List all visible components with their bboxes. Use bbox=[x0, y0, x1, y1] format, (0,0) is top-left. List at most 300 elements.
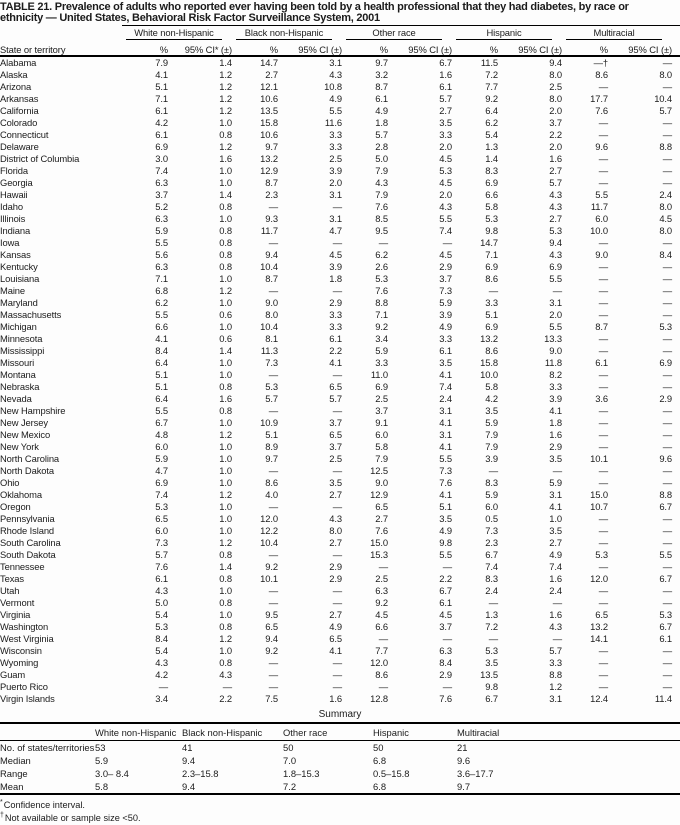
percent-value: — bbox=[598, 345, 609, 356]
percent-value: 6.1 bbox=[155, 573, 168, 584]
ci-value: 8.4 bbox=[439, 657, 453, 668]
row-spacer bbox=[672, 453, 680, 465]
percent-value: 7.6 bbox=[595, 105, 609, 116]
table-row bbox=[0, 225, 680, 237]
percent-value: — bbox=[598, 537, 609, 548]
percent-value: 9.7 bbox=[265, 453, 278, 464]
ci-value: — bbox=[552, 633, 563, 644]
ci-value: 1.0 bbox=[219, 513, 232, 524]
percent-value: 6.1 bbox=[375, 93, 389, 104]
percent-value: 5.9 bbox=[485, 417, 499, 428]
state-name: Tennessee bbox=[0, 561, 45, 572]
percent-value: 9.0 bbox=[595, 249, 609, 260]
ci-value: 7.6 bbox=[439, 477, 453, 488]
ci-value: 1.0 bbox=[219, 465, 232, 476]
percent-value: 6.2 bbox=[375, 249, 389, 260]
percent-value: — bbox=[598, 285, 609, 296]
ci-value: 1.0 bbox=[219, 525, 232, 536]
summary-table bbox=[0, 722, 680, 795]
ci-value: 3.7 bbox=[329, 441, 343, 452]
ci-value: 2.9 bbox=[329, 561, 343, 572]
percent-value: 6.4 bbox=[155, 393, 168, 404]
state-column-header: State or territory bbox=[0, 26, 122, 57]
percent-value: — bbox=[598, 165, 609, 176]
ci-header: 95% CI (±) bbox=[388, 40, 452, 56]
ci-value: 2.4 bbox=[439, 393, 453, 404]
summary-row-label: Mean bbox=[0, 781, 24, 792]
row-spacer bbox=[672, 177, 680, 189]
table-row bbox=[0, 441, 680, 453]
state-name: Oklahoma bbox=[0, 489, 42, 500]
table-row bbox=[0, 189, 680, 201]
row-spacer bbox=[672, 129, 680, 141]
percent-value: 5.3 bbox=[155, 621, 168, 632]
percent-value: 6.0 bbox=[155, 441, 168, 452]
percent-header: % bbox=[452, 40, 498, 56]
ci-value: 2.7 bbox=[439, 105, 453, 116]
ci-value: 4.1 bbox=[439, 441, 453, 452]
ci-value: 0.8 bbox=[219, 597, 232, 608]
ci-value: 6.7 bbox=[439, 57, 453, 68]
percent-value: — bbox=[598, 237, 609, 248]
ci-value: 6.7 bbox=[659, 573, 673, 584]
ci-value: 0.8 bbox=[219, 237, 232, 248]
ci-value: — bbox=[662, 297, 673, 308]
ci-value: 7.3 bbox=[439, 465, 453, 476]
row-spacer bbox=[672, 261, 680, 273]
ci-value: 3.5 bbox=[549, 525, 563, 536]
summary-value: 5.8 bbox=[95, 781, 109, 792]
percent-value: 6.5 bbox=[155, 513, 168, 524]
ci-value: 10.4 bbox=[654, 93, 673, 104]
row-spacer bbox=[672, 333, 680, 345]
percent-value: 7.9 bbox=[485, 429, 499, 440]
ci-value: 2.5 bbox=[329, 453, 343, 464]
ci-value: — bbox=[552, 465, 563, 476]
table-row bbox=[0, 381, 680, 393]
diabetes-prevalence-table bbox=[0, 25, 680, 705]
ci-value: — bbox=[442, 561, 453, 572]
ci-value: 2.2 bbox=[219, 693, 232, 704]
ci-value: 7.4 bbox=[549, 561, 563, 572]
state-name: Mississippi bbox=[0, 345, 45, 356]
percent-value: 6.7 bbox=[155, 417, 168, 428]
ci-value: 5.5 bbox=[439, 213, 453, 224]
percent-value: 5.9 bbox=[155, 225, 168, 236]
percent-value: 5.9 bbox=[485, 489, 499, 500]
percent-value: — bbox=[598, 597, 609, 608]
ci-value: 1.6 bbox=[219, 393, 232, 404]
summary-value: 50 bbox=[283, 742, 294, 753]
row-spacer bbox=[672, 681, 680, 693]
state-name: Wisconsin bbox=[0, 645, 42, 656]
ci-value: 9.4 bbox=[549, 237, 563, 248]
percent-value: — bbox=[268, 237, 278, 248]
percent-value: 7.1 bbox=[155, 273, 168, 284]
percent-value: 8.7 bbox=[265, 177, 278, 188]
ci-value: 4.9 bbox=[439, 525, 453, 536]
percent-value: 5.8 bbox=[485, 381, 499, 392]
state-name: Alabama bbox=[0, 57, 37, 68]
ci-value: 1.0 bbox=[219, 321, 232, 332]
ci-value: 1.6 bbox=[549, 573, 563, 584]
ci-value: — bbox=[332, 201, 343, 212]
ci-value: 1.0 bbox=[219, 585, 232, 596]
percent-value: 10.7 bbox=[590, 501, 609, 512]
ci-value: 1.4 bbox=[219, 561, 232, 572]
row-spacer bbox=[672, 165, 680, 177]
percent-value: 7.1 bbox=[375, 309, 389, 320]
percent-value: 5.3 bbox=[155, 501, 168, 512]
summary-row bbox=[0, 767, 680, 780]
table-row bbox=[0, 333, 680, 345]
ci-value: 1.0 bbox=[219, 213, 232, 224]
table-title-line1: TABLE 21. Prevalence of adults who reported ever having been told by a health professional that they had diabetes, by race or bbox=[0, 1, 629, 13]
percent-value: 7.9 bbox=[375, 453, 389, 464]
percent-value: 5.5 bbox=[595, 189, 609, 200]
percent-value: 6.3 bbox=[155, 177, 168, 188]
ci-value: — bbox=[662, 237, 673, 248]
state-name: Maryland bbox=[0, 297, 38, 308]
ci-value: 4.7 bbox=[329, 225, 343, 236]
row-spacer bbox=[672, 369, 680, 381]
percent-value: 9.2 bbox=[375, 321, 389, 332]
ci-value: — bbox=[662, 153, 673, 164]
ci-value: 2.7 bbox=[329, 489, 343, 500]
ci-value: 0.6 bbox=[219, 309, 232, 320]
percent-value: 12.0 bbox=[370, 657, 389, 668]
percent-value: 4.2 bbox=[155, 669, 168, 680]
summary-value: 6.8 bbox=[373, 755, 387, 766]
ci-value: 2.7 bbox=[549, 165, 563, 176]
ci-header: 95% CI (±) bbox=[278, 40, 342, 56]
percent-value: 9.1 bbox=[375, 417, 389, 428]
table-row bbox=[0, 609, 680, 621]
percent-value: 8.7 bbox=[375, 81, 389, 92]
ci-value: 1.2 bbox=[219, 285, 232, 296]
ci-value: 0.8 bbox=[219, 261, 232, 272]
ci-value: — bbox=[442, 633, 453, 644]
percent-value: 9.4 bbox=[265, 249, 278, 260]
ci-value: 7.6 bbox=[439, 693, 453, 704]
ci-value: 3.3 bbox=[439, 129, 453, 140]
ci-value: 6.1 bbox=[659, 633, 673, 644]
ci-value: 1.6 bbox=[549, 609, 563, 620]
ci-value: 1.4 bbox=[219, 57, 232, 68]
ci-value: 6.5 bbox=[329, 633, 343, 644]
table-row bbox=[0, 561, 680, 573]
percent-value: 6.0 bbox=[485, 501, 499, 512]
ci-value: 7.3 bbox=[439, 285, 453, 296]
ci-value: 5.5 bbox=[549, 321, 563, 332]
ci-value: 3.9 bbox=[439, 309, 453, 320]
state-name: Nebraska bbox=[0, 381, 40, 392]
ci-value: — bbox=[332, 585, 343, 596]
table-row bbox=[0, 297, 680, 309]
ci-value: — bbox=[662, 525, 673, 536]
state-name: New Hampshire bbox=[0, 405, 66, 416]
state-name: Georgia bbox=[0, 177, 33, 188]
percent-value: 15.8 bbox=[260, 117, 278, 128]
percent-value: 15.0 bbox=[590, 489, 609, 500]
state-name: New York bbox=[0, 441, 39, 452]
ci-value: 1.0 bbox=[219, 501, 232, 512]
row-spacer bbox=[672, 657, 680, 669]
state-name: North Dakota bbox=[0, 465, 55, 476]
table-row bbox=[0, 129, 680, 141]
table-row bbox=[0, 465, 680, 477]
ci-value: — bbox=[662, 645, 673, 656]
group-header-other-race: Other race bbox=[342, 26, 452, 41]
ci-value: 1.2 bbox=[219, 105, 232, 116]
percent-value: — bbox=[598, 261, 609, 272]
percent-value: 2.3 bbox=[485, 537, 499, 548]
percent-value: 2.8 bbox=[375, 141, 389, 152]
percent-value: 5.4 bbox=[485, 129, 499, 140]
percent-value: 3.9 bbox=[485, 453, 499, 464]
percent-header: % bbox=[562, 40, 608, 56]
ci-value: 3.3 bbox=[329, 321, 343, 332]
percent-value: 4.7 bbox=[155, 465, 168, 476]
table-row bbox=[0, 249, 680, 261]
ci-value: 3.1 bbox=[329, 213, 343, 224]
percent-value: 8.6 bbox=[485, 273, 499, 284]
ci-value: — bbox=[332, 405, 343, 416]
ci-value: 1.0 bbox=[219, 369, 232, 380]
ci-value: 3.5 bbox=[439, 513, 453, 524]
ci-value: — bbox=[442, 237, 453, 248]
state-name: Colorado bbox=[0, 117, 38, 128]
percent-value: — bbox=[598, 309, 609, 320]
table-row bbox=[0, 621, 680, 633]
table-row bbox=[0, 453, 680, 465]
ci-value: 1.0 bbox=[219, 453, 232, 464]
table-row bbox=[0, 537, 680, 549]
ci-value: 3.5 bbox=[329, 477, 343, 488]
percent-value: 5.1 bbox=[155, 381, 168, 392]
ci-value: 4.9 bbox=[329, 93, 343, 104]
ci-value: 13.3 bbox=[544, 333, 563, 344]
state-name: Massachusetts bbox=[0, 309, 62, 320]
summary-heading: Summary bbox=[318, 709, 362, 720]
ci-value: 6.3 bbox=[439, 645, 453, 656]
ci-value: 3.7 bbox=[439, 621, 453, 632]
percent-value: 5.1 bbox=[155, 369, 168, 380]
percent-value: — bbox=[378, 237, 389, 248]
percent-value: 6.6 bbox=[485, 189, 499, 200]
percent-value: — bbox=[598, 417, 609, 428]
percent-value: 5.7 bbox=[265, 393, 278, 404]
ci-value: 5.3 bbox=[659, 609, 673, 620]
percent-value: 8.8 bbox=[375, 297, 389, 308]
percent-value: 12.5 bbox=[370, 465, 389, 476]
state-name: Iowa bbox=[0, 237, 20, 248]
percent-value: 15.3 bbox=[370, 549, 389, 560]
ci-value: 1.0 bbox=[219, 417, 232, 428]
percent-value: — bbox=[268, 369, 278, 380]
ci-value: 1.2 bbox=[219, 93, 232, 104]
ci-value: 6.9 bbox=[549, 261, 563, 272]
row-spacer bbox=[672, 561, 680, 573]
ci-value: 8.0 bbox=[659, 69, 673, 80]
ci-value: — bbox=[332, 597, 343, 608]
table-row bbox=[0, 177, 680, 189]
ci-value: 2.7 bbox=[329, 537, 343, 548]
ci-value: 1.0 bbox=[219, 609, 232, 620]
table-row bbox=[0, 393, 680, 405]
percent-value: 8.3 bbox=[485, 165, 499, 176]
ci-value: 2.0 bbox=[329, 177, 343, 188]
percent-value: 7.6 bbox=[375, 285, 389, 296]
ci-value: 8.0 bbox=[659, 201, 673, 212]
ci-value: 4.1 bbox=[549, 501, 563, 512]
state-name: Michigan bbox=[0, 321, 37, 332]
percent-value: 4.3 bbox=[155, 657, 168, 668]
ci-value: — bbox=[662, 165, 673, 176]
percent-value: 9.8 bbox=[485, 681, 499, 692]
ci-value: 8.2 bbox=[549, 369, 563, 380]
summary-value: 0.5–15.8 bbox=[373, 768, 410, 779]
ci-value: 2.0 bbox=[549, 309, 563, 320]
ci-value: 5.3 bbox=[659, 321, 673, 332]
summary-header-row bbox=[0, 723, 680, 741]
percent-value: 5.4 bbox=[155, 645, 168, 656]
percent-value: 10.4 bbox=[260, 261, 278, 272]
percent-value: — bbox=[268, 465, 278, 476]
percent-value: 7.9 bbox=[375, 189, 389, 200]
ci-value: 0.8 bbox=[219, 249, 232, 260]
ci-value: 2.9 bbox=[329, 573, 343, 584]
ci-value: — bbox=[662, 561, 673, 572]
row-spacer bbox=[672, 81, 680, 93]
ci-value: 8.8 bbox=[549, 669, 563, 680]
percent-value: 12.8 bbox=[370, 693, 389, 704]
ci-value: 3.1 bbox=[439, 429, 453, 440]
row-spacer bbox=[672, 309, 680, 321]
ci-header: 95% CI (±) bbox=[498, 40, 562, 56]
row-spacer bbox=[672, 609, 680, 621]
ci-value: — bbox=[662, 585, 673, 596]
group-header-row bbox=[0, 26, 680, 41]
ci-value: 5.3 bbox=[549, 225, 563, 236]
percent-value: 3.3 bbox=[375, 357, 389, 368]
percent-value: — bbox=[268, 405, 278, 416]
row-spacer bbox=[672, 189, 680, 201]
row-spacer bbox=[672, 357, 680, 369]
percent-value: 9.5 bbox=[375, 225, 389, 236]
percent-value: — bbox=[598, 441, 609, 452]
percent-value: 8.9 bbox=[265, 441, 278, 452]
table-row bbox=[0, 69, 680, 81]
ci-value: 3.1 bbox=[329, 57, 343, 68]
ci-value: 8.0 bbox=[329, 525, 343, 536]
percent-value: 6.2 bbox=[155, 297, 168, 308]
percent-value: 5.7 bbox=[375, 129, 389, 140]
table-row bbox=[0, 56, 680, 69]
percent-value: 5.4 bbox=[155, 609, 168, 620]
summary-value: 53 bbox=[95, 742, 106, 753]
row-spacer bbox=[672, 273, 680, 285]
percent-value: 7.9 bbox=[155, 57, 168, 68]
ci-value: — bbox=[662, 117, 673, 128]
ci-value: 1.6 bbox=[549, 429, 563, 440]
state-name: South Dakota bbox=[0, 549, 56, 560]
state-name: Wyoming bbox=[0, 657, 39, 668]
percent-value: 5.8 bbox=[375, 441, 389, 452]
table-row bbox=[0, 201, 680, 213]
ci-value: 0.6 bbox=[219, 333, 232, 344]
state-name: Kentucky bbox=[0, 261, 38, 272]
state-name: New Mexico bbox=[0, 429, 51, 440]
percent-value: 12.1 bbox=[260, 81, 278, 92]
ci-value: — bbox=[662, 405, 673, 416]
table-row bbox=[0, 105, 680, 117]
percent-value: 5.2 bbox=[155, 201, 168, 212]
ci-value: 1.0 bbox=[219, 441, 232, 452]
percent-value: — bbox=[598, 381, 609, 392]
row-spacer bbox=[672, 597, 680, 609]
table-row bbox=[0, 309, 680, 321]
ci-value: 1.2 bbox=[219, 633, 232, 644]
row-spacer bbox=[672, 549, 680, 561]
ci-value: — bbox=[332, 369, 343, 380]
percent-value: 7.6 bbox=[155, 561, 168, 572]
ci-value: 5.5 bbox=[549, 273, 563, 284]
ci-value: — bbox=[662, 57, 673, 68]
percent-value: 10.4 bbox=[260, 537, 278, 548]
table-row bbox=[0, 81, 680, 93]
ci-value: 4.3 bbox=[549, 189, 563, 200]
ci-value: 6.1 bbox=[439, 345, 453, 356]
ci-value: 6.1 bbox=[439, 81, 453, 92]
ci-value: 3.9 bbox=[329, 261, 343, 272]
table-row bbox=[0, 117, 680, 129]
percent-value: — bbox=[378, 633, 389, 644]
ci-value: 5.5 bbox=[439, 453, 453, 464]
state-name: New Jersey bbox=[0, 417, 48, 428]
table-row bbox=[0, 693, 680, 705]
percent-value: 4.5 bbox=[375, 609, 389, 620]
percent-value: 0.5 bbox=[485, 513, 499, 524]
ci-value: 7.4 bbox=[439, 225, 453, 236]
ci-value: 3.1 bbox=[439, 405, 453, 416]
percent-value: 3.2 bbox=[375, 69, 389, 80]
percent-value: 5.9 bbox=[155, 453, 168, 464]
ci-value: — bbox=[332, 465, 343, 476]
summary-row-label: Median bbox=[0, 755, 31, 766]
percent-header: % bbox=[342, 40, 388, 56]
ci-value: 5.3 bbox=[439, 165, 453, 176]
table-row bbox=[0, 657, 680, 669]
ci-value: 8.0 bbox=[549, 69, 563, 80]
ci-value: 6.7 bbox=[439, 585, 453, 596]
state-name: Hawaii bbox=[0, 189, 28, 200]
table-title-line2: ethnicity — United States, Behavioral Risk Factor Surveillance System, 2001 bbox=[0, 12, 380, 24]
percent-value: 9.0 bbox=[375, 477, 389, 488]
ci-value: 3.5 bbox=[439, 117, 453, 128]
table-row bbox=[0, 645, 680, 657]
ci-value: — bbox=[662, 513, 673, 524]
ci-value: 5.7 bbox=[659, 105, 673, 116]
ci-value: 0.8 bbox=[219, 573, 232, 584]
ci-value: 3.3 bbox=[329, 141, 343, 152]
percent-value: — bbox=[268, 597, 278, 608]
percent-value: 9.0 bbox=[265, 297, 278, 308]
percent-value: — bbox=[488, 633, 499, 644]
percent-value: 6.1 bbox=[155, 105, 168, 116]
percent-value: —† bbox=[593, 57, 609, 68]
table-row bbox=[0, 93, 680, 105]
